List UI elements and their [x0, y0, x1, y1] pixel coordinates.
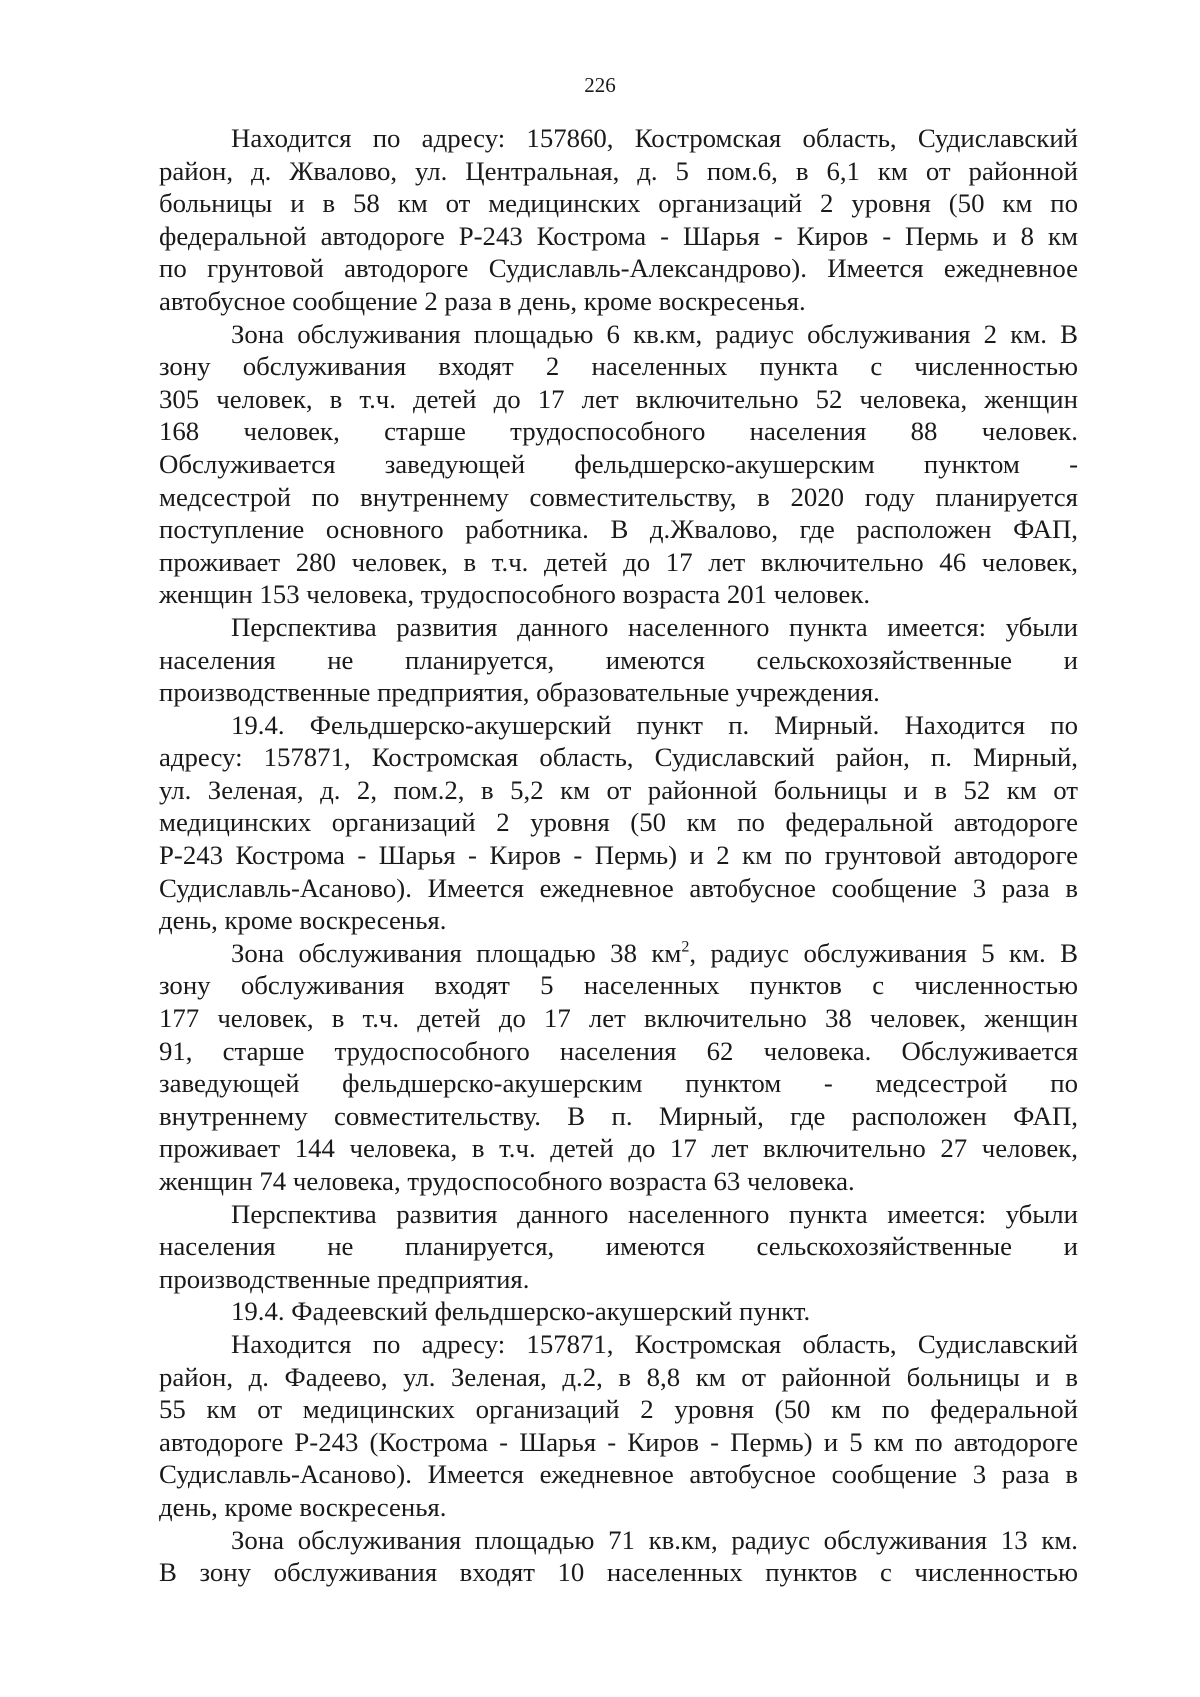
text-line [159, 1556, 1078, 1589]
text-line [159, 285, 1078, 318]
text-line-content: производственные предприятия, образовательные учреждения. [159, 677, 880, 708]
text-line-content: Судиславль-Асаново). Имеется ежедневное автобусное сообщение 3 раза в [159, 1459, 1078, 1490]
body-text [159, 122, 1078, 1589]
text-line [159, 806, 1078, 839]
text-line-content: женщин 74 человека, трудоспособного возраста 63 человека. [159, 1166, 855, 1196]
text-line [159, 1067, 1078, 1100]
text-line [159, 546, 1078, 579]
text-line-content: проживает 144 человека, в т.ч. детей до 17 лет включительно 27 человек, [159, 1133, 1078, 1164]
text-line-content: Обслуживается заведующей фельдшерско-акушерским пунктом - [159, 448, 1078, 479]
text-line-content: автобусное сообщение 2 раза в день, кроме воскресенья. [159, 285, 806, 316]
text-line [159, 318, 1078, 351]
text-line [159, 1100, 1078, 1133]
text-line-content: Зона обслуживания площадью 38 км [231, 937, 682, 968]
text-line-content: 305 человек, в т.ч. детей до 17 лет включительно 52 человека, женщин [159, 383, 1078, 414]
text-line [159, 969, 1078, 1002]
text-line-content: ул. Зеленая, д. 2, пом.2, в 5,2 км от районной больницы и в 52 км от [159, 774, 1078, 805]
text-line [159, 644, 1078, 677]
text-line [159, 1328, 1078, 1361]
text-line-content: зону обслуживания входят 2 населенных пункта с численностью [159, 351, 1078, 382]
text-line-content: 55 км от медицинских организаций 2 уровня (50 км по федеральной [159, 1394, 1078, 1425]
text-line-content: населения не планируется, имеются сельскохозяйственные и [159, 644, 1078, 675]
text-line [159, 448, 1078, 481]
text-line [159, 415, 1078, 448]
text-line [159, 839, 1078, 872]
text-line-content: день, кроме воскресенья. [159, 1491, 447, 1522]
text-line [159, 187, 1078, 220]
text-line-content: Находится по адресу: 157871, Костромская область, Судиславский [231, 1328, 1078, 1359]
text-line-content: В зону обслуживания входят 10 населенных пунктов с численностью [159, 1557, 1078, 1588]
text-line [159, 937, 1078, 970]
text-line [159, 578, 1078, 611]
text-line-content: больницы и в 58 км от медицинских организаций 2 уровня (50 км по [159, 188, 1078, 219]
text-line [159, 1263, 1078, 1296]
text-line [159, 1035, 1078, 1068]
text-line [159, 1132, 1078, 1165]
text-line [159, 1295, 1078, 1328]
text-line-content: район, д. Жвалово, ул. Центральная, д. 5 пом.6, в 6,1 км от районной [159, 155, 1078, 186]
text-line-content: Судиславль-Асаново). Имеется ежедневное автобусное сообщение 3 раза в [159, 872, 1078, 903]
text-line [159, 904, 1078, 937]
text-line-content: Зона обслуживания площадью 6 кв.км, радиус обслуживания 2 км. В [231, 318, 1078, 349]
text-line-content: женщин 153 человека, трудоспособного возраста 201 человек. [159, 579, 871, 610]
text-line-content: район, д. Фадеево, ул. Зеленая, д.2, в 8,8 км от районной больницы и в [159, 1361, 1078, 1392]
text-line-content: 19.4. Фельдшерско-акушерский пункт п. Мирный. Находится по [231, 709, 1078, 740]
text-line-content: Перспектива развития данного населенного пункта имеется: убыли [231, 1198, 1078, 1229]
text-line [159, 1458, 1078, 1491]
text-line-content: 19.4. Фадеевский фельдшерско-акушерский пункт. [231, 1296, 811, 1327]
text-line-content: Зона обслуживания площадью 71 кв.км, радиус обслуживания 13 км. [231, 1524, 1078, 1555]
text-line-content: населения не планируется, имеются сельскохозяйственные и [159, 1231, 1078, 1262]
text-line-content: федеральной автодороге Р-243 Кострома - Шарья - Киров - Пермь и 8 км [159, 220, 1078, 251]
text-line [159, 774, 1078, 807]
text-line-content: 168 человек, старше трудоспособного населения 88 человек. [159, 416, 1078, 447]
text-line-content: поступление основного работника. В д.Жвалово, где расположен ФАП, [159, 514, 1078, 545]
text-line [159, 383, 1078, 416]
text-line [159, 155, 1078, 188]
text-line [159, 252, 1078, 285]
text-line [159, 1230, 1078, 1263]
text-line-content: зону обслуживания входят 5 населенных пунктов с численностью [159, 970, 1078, 1001]
text-line [159, 709, 1078, 742]
text-line-content: по грунтовой автодороге Судиславль-Александрово). Имеется ежедневное [159, 253, 1078, 284]
text-line [159, 513, 1078, 546]
text-line-content: Перспектива развития данного населенного пункта имеется: убыли [231, 611, 1078, 642]
text-line-content: адресу: 157871, Костромская область, Судиславский район, п. Мирный, [159, 742, 1078, 773]
text-line-content: день, кроме воскресенья. [159, 905, 447, 936]
text-line [159, 1393, 1078, 1426]
text-line-content: автодороге Р-243 (Кострома - Шарья - Киров - Пермь) и 5 км по автодороге [159, 1426, 1078, 1457]
text-line-content: Р-243 Кострома - Шарья - Киров - Пермь) и 2 км по грунтовой автодороге [159, 840, 1078, 871]
text-line-content: заведующей фельдшерско-акушерским пунктом - медсестрой по [159, 1068, 1078, 1099]
text-line [159, 1491, 1078, 1524]
text-line-content: 91, старше трудоспособного населения 62 человека. Обслуживается [159, 1035, 1078, 1066]
text-line-content: производственные предприятия. [159, 1263, 530, 1294]
text-line [159, 220, 1078, 253]
text-line [159, 122, 1078, 155]
text-line [159, 481, 1078, 514]
page-number: 226 [584, 73, 616, 97]
text-line-content: внутреннему совместительству. В п. Мирный, где расположен ФАП, [159, 1100, 1078, 1131]
text-line [159, 611, 1078, 644]
text-line [159, 1165, 1078, 1198]
text-line-content: 177 человек, в т.ч. детей до 17 лет включительно 38 человек, женщин [159, 1003, 1078, 1034]
text-line-content: проживает 280 человек, в т.ч. детей до 17 лет включительно 46 человек, [159, 546, 1078, 577]
text-line [159, 350, 1078, 383]
text-line [159, 1198, 1078, 1231]
text-line [159, 1361, 1078, 1394]
superscript: 2 [681, 938, 690, 956]
text-line [159, 1002, 1078, 1035]
text-line [159, 741, 1078, 774]
text-line-content: , радиус обслуживания 5 км. В [689, 937, 1078, 968]
text-line-content: Находится по адресу: 157860, Костромская область, Судиславский [231, 123, 1078, 153]
text-line [159, 676, 1078, 709]
text-line-content: медицинских организаций 2 уровня (50 км по федеральной автодороге [159, 807, 1078, 838]
text-line [159, 1426, 1078, 1459]
text-line [159, 1524, 1078, 1557]
text-line-content: медсестрой по внутреннему совместительству, в 2020 году планируется [159, 481, 1078, 512]
text-line [159, 872, 1078, 905]
